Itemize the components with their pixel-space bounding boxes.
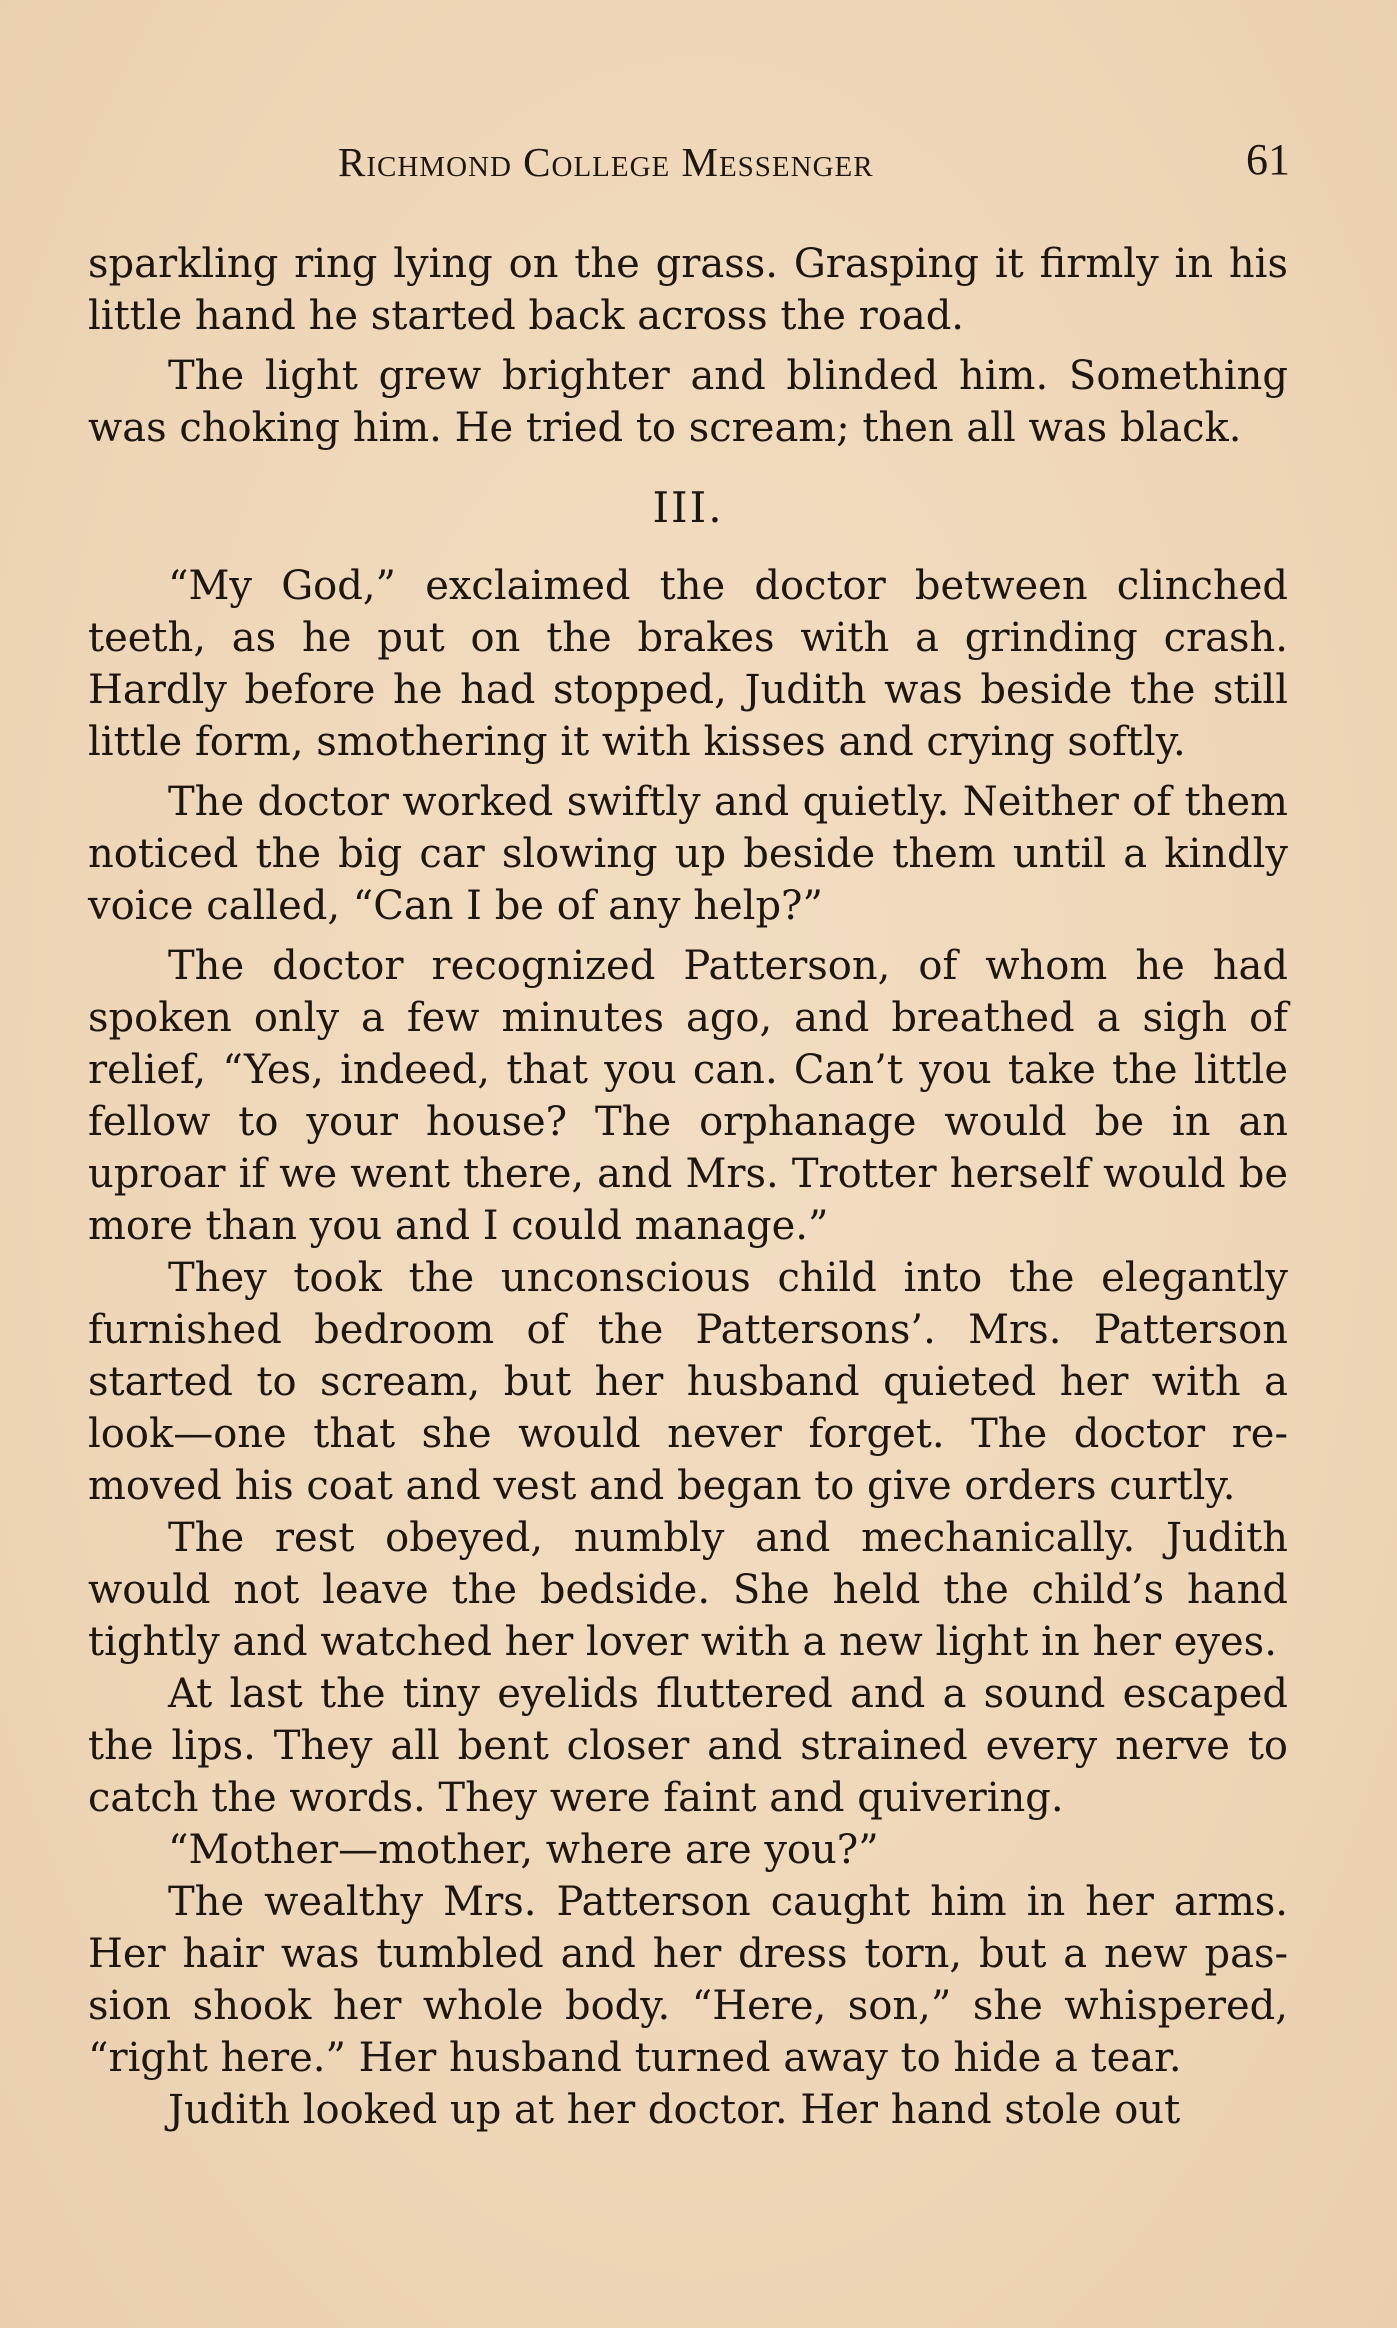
book-page xyxy=(88,120,1288,2300)
paragraph: “My God,” exclaimed the doctor between clinched teeth, as he put on the brakes with a grinding crash. Hardly before he had stopped, Judith was beside the still little form, smothering it with kisses and crying softly. xyxy=(88,563,1288,765)
paragraph-dialogue: “Mother—mother, where are you?” xyxy=(168,1827,879,1873)
paragraph-continued: sparkling ring lying on the grass. Grasping it firmly in his little hand he started back across the road. xyxy=(88,241,1288,339)
paragraph: They took the unconscious child into the elegantly furnished bedroom of the Pattersons’. Mrs. Patterson started to scream, but her husband quieted her with a look—one that she would never forget. The doctor re-moved his coat and vest and began to give orders curtly. xyxy=(88,1255,1288,1509)
paragraph-last: Judith looked up at her doctor. Her hand stole out xyxy=(168,2087,1181,2133)
paragraph: At last the tiny eyelids fluttered and a sound escaped the lips. They all bent closer and strained every nerve to catch the words. They were faint and quivering. xyxy=(88,1671,1288,1821)
body-text xyxy=(88,238,1288,2136)
paragraph: The wealthy Mrs. Patterson caught him in her arms. Her hair was tumbled and her dress torn, but a new pas-sion shook her whole body. “Here, son,” she whispered, “right here.” Her husband turned away to hide a tear. xyxy=(88,1879,1288,2081)
section-heading: III. xyxy=(652,483,724,532)
paragraph: The doctor worked swiftly and quietly. Neither of them noticed the big car slowing up beside them until a kindly voice called, “Can I be of any help?” xyxy=(88,779,1288,929)
running-head xyxy=(88,120,1288,210)
page-number: 61 xyxy=(1246,135,1290,184)
running-title: Richmond College Messenger xyxy=(338,139,874,185)
paragraph: The doctor recognized Patterson, of whom he had spoken only a few minutes ago, and breathed a sigh of relief, “Yes, indeed, that you can. Can’t you take the little fellow to your house? The orphanage would be in an uproar if we went there, and Mrs. Trotter herself would be more than you and I could manage.” xyxy=(88,943,1288,1249)
paragraph: The light grew brighter and blinded him. Something was choking him. He tried to scream; then all was black. xyxy=(88,353,1288,451)
paragraph: The rest obeyed, numbly and mechanically. Judith would not leave the bedside. She held the child’s hand tightly and watched her lover with a new light in her eyes. xyxy=(88,1515,1288,1665)
